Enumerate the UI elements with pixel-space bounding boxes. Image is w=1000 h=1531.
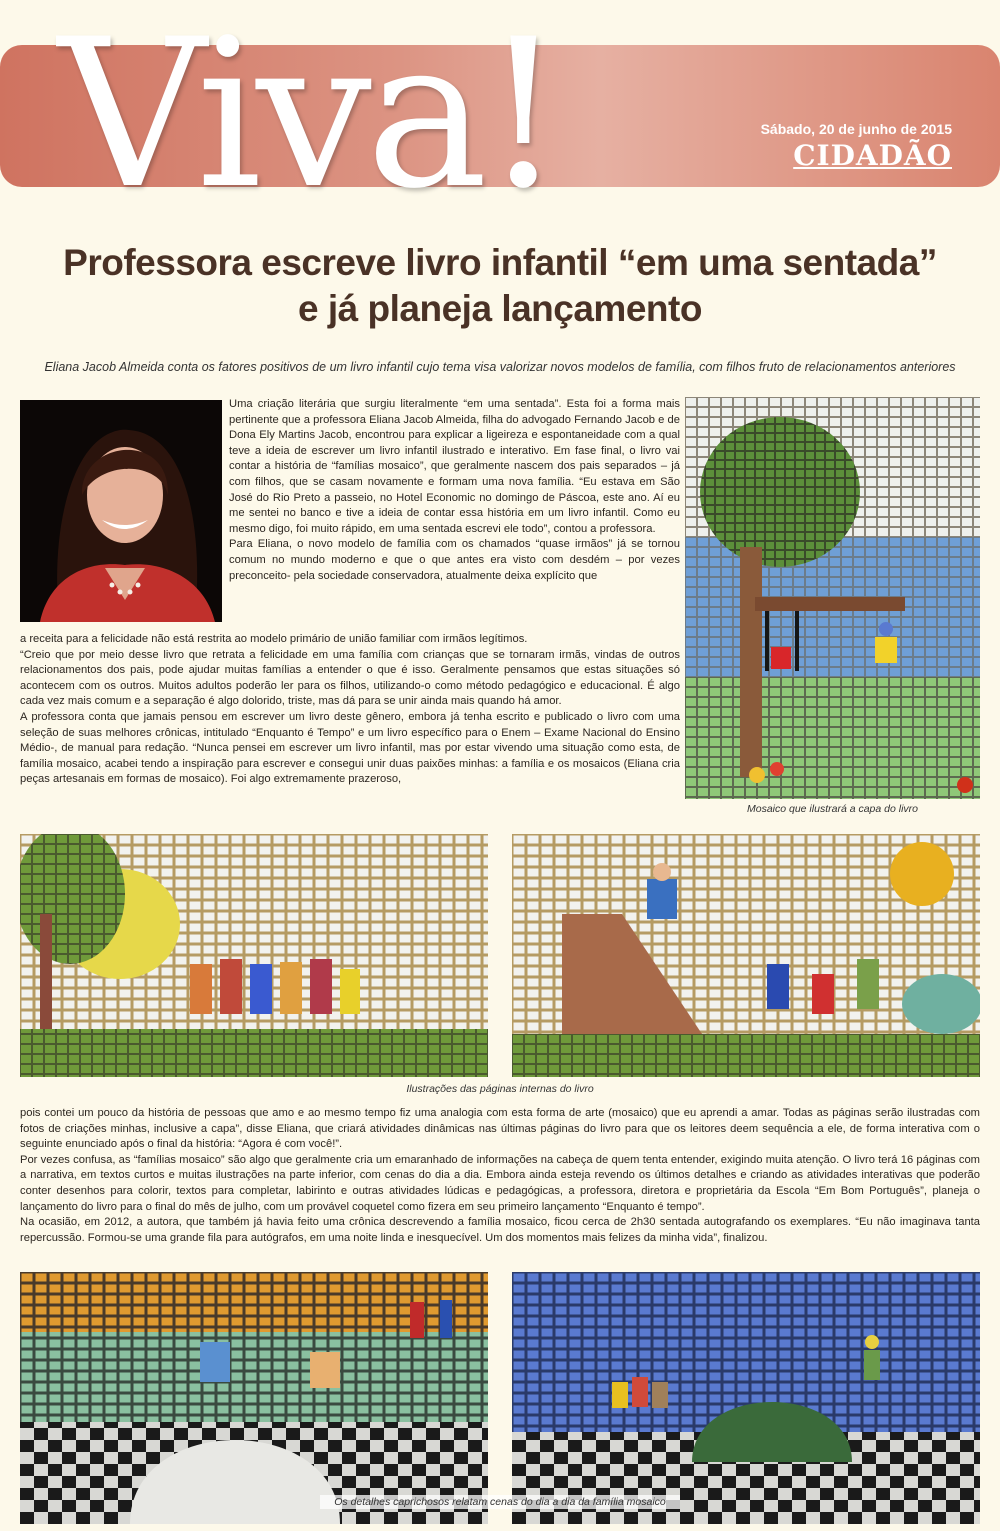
article-column-middle [20, 632, 680, 788]
paragraph-5: pois contei um pouco da história de pessoas que amo e ao mesmo tempo fiz uma analogia com esta forma de arte (mosaico) que eu aprendi a amar. Todas as páginas serão ilustradas com fotos de criações minhas, inclusive a capa”, disse Eliana, que criará atividades dinâmicas nas últimas páginas do livro para que os leitores deem sequência a ele, de forma interativa com o seguinte enunciado após o final da história: “Agora é com você!”. [20, 1107, 980, 1151]
inner-mosaic-caption: Ilustrações das páginas internas do livro [406, 1083, 594, 1095]
author-portrait-photo [20, 400, 222, 622]
inner-mosaic-photo-2 [512, 834, 980, 1077]
headline-line-2: e já planeja lançamento [298, 288, 702, 329]
article-column-bottom [20, 1106, 980, 1246]
edition-date: Sábado, 20 de junho de 2015 [760, 121, 952, 137]
article-headline [0, 240, 1000, 332]
headline-line-1: Professora escreve livro infantil “em uma sentada” [63, 242, 937, 283]
masthead-logo: Viva! [58, 0, 559, 234]
newspaper-name: CIDADÃO [793, 139, 952, 172]
paragraph-1: Uma criação literária que surgiu literalmente “em uma sentada”. Esta foi a forma mais pertinente que a professora Eliana Jacob Almeida, filha do advogado Fernando Jacob e de Dona Ely Martins Jacob, encontrou para explicar a ligeireza e espontaneidade com a qual teve a ideia de escrever um livro infantil ilustrado e interativo. Em fase final, o livro vai contar a história de “famílias mosaico”, que geralmente nascem dos pais separados – já com filhos, que se casam novamente e formam uma nova família. “Eu estava em São José do Rio Preto a passeio, no Hotel Economic no domingo de Páscoa, este ano. Aí eu me sentei no banco e tive a ideia de contar essa história em um livro infantil. Como eu mesmo digo, foi muito rápido, em uma sentada escrevi ele todo”, contou a professora. [229, 398, 680, 535]
detail-mosaic-caption: Os detalhes caprichosos relatam cenas do dia a dia da família mosaico [320, 1495, 680, 1509]
cover-mosaic-caption: Mosaico que ilustrará a capa do livro [746, 803, 918, 815]
paragraph-2a: Para Eliana, o novo modelo de família com os chamados “quase irmãos” já se tornou comum no mundo moderno e que o que antes era visto com desdém – por vezes preconceito- pela sociedade conservadora, atualmente deixa explícito que [229, 538, 680, 582]
paragraph-7: Na ocasião, em 2012, a autora, que também já havia feito uma crônica descrevendo a família mosaico, ficou cerca de 2h30 sentada autografando os exemplares. “Eu não imaginava tanta repercussão. Formou-se uma grande fila para autógrafos, em uma noite linda e inesquecível. Um dos momentos mais felizes da minha vida”, finalizou. [20, 1216, 980, 1244]
article-subhead: Eliana Jacob Almeida conta os fatores positivos de um livro infantil cujo tema visa valorizar novos modelos de família, com filhos fruto de relacionamentos anteriores [44, 360, 956, 374]
inner-mosaic-photo-1 [20, 834, 488, 1077]
paragraph-6: Por vezes confusa, as “famílias mosaico” são algo que geralmente cria um emaranhado de informações na cabeça de quem tenta entender, exigindo muita atenção. O livro terá 16 páginas com a narrativa, em textos curtos e muitas ilustrações na parte inferior, com cenas do dia a dia. Embora ainda esteja revendo os últimos detalhes e criando as atividades interativas que poderão conter desenhos para colorir, textos para completar, labirinto e outras atividades lúdicas e pedagógicas, a professora, diretora e proprietária da Escola “Em Bom Português”, planeja o lançamento do livro para o final do mês de julho, com um provável coquetel como fizera em seu primeiro lançamento “Enquanto é tempo”. [20, 1153, 980, 1213]
paragraph-4: A professora conta que jamais pensou em escrever um livro deste gênero, embora já tenha escrito e publicado o livro com uma seleção de suas melhores crônicas, intitulado “Enquanto é Tempo” e um livro específico para o Enem – Exame Nacional do Ensino Médio-, de manual para redação. “Nunca pensei em escrever um livro infantil, mas por estar vivendo uma situação como esta, de família mosaico, acabei tendo a inspiração para escrever e consegui unir duas paixões minhas: a família e os mosaicos (Eliana cria peças artesanais em formas de mosaico). Foi algo extremamente prazeroso, [20, 710, 680, 786]
cover-mosaic-photo [685, 397, 980, 799]
paragraph-2b: a receita para a felicidade não está restrita ao modelo primário de união familiar com irmãos legítimos. [20, 633, 528, 645]
paragraph-3: “Creio que por meio desse livro que retrata a felicidade em uma família com crianças que se tornaram irmãs, vindas de outros relacionamentos dos pais, pode ajudar muitas famílias a entender o que é isso. Geralmente pensamos que estas situações só acontecem com os outros. Muitos adultos poderão ler para os filhos, utilizando-o como método pedagógico e educacional. É algo cada vez mais comum e a separação é algo dolorido, triste, mas dá para se unir ainda mais quando há amor. [20, 648, 680, 708]
detail-mosaic-photo-2 [512, 1272, 980, 1524]
article-column-top [229, 397, 680, 584]
detail-mosaic-photo-1 [20, 1272, 488, 1524]
